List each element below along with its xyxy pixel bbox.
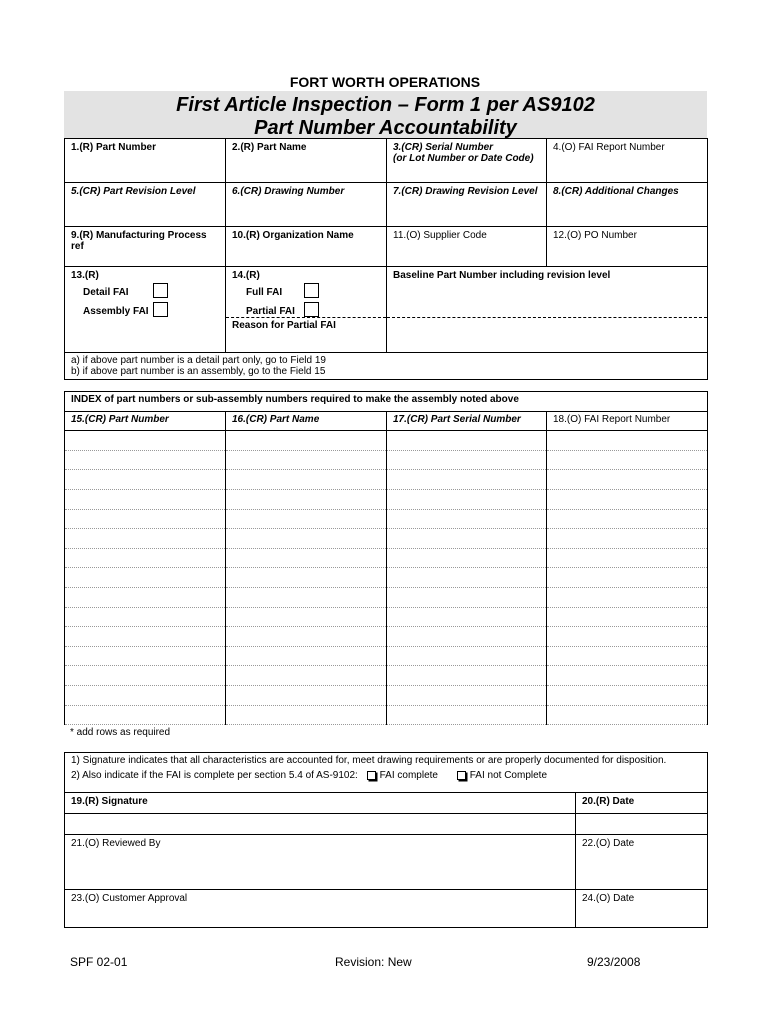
assembly-fai-label: Assembly FAI — [83, 306, 149, 317]
instructions: a) if above part number is a detail part only, go to Field 19 b) if above part number is an assembly, go to the Field 15 — [65, 353, 708, 380]
table-row — [65, 587, 708, 607]
fai-complete-label: FAI complete — [379, 770, 438, 781]
signature-field[interactable] — [65, 814, 576, 835]
table-row — [65, 529, 708, 549]
form-subtitle: Part Number Accountability — [254, 117, 517, 139]
table-row — [65, 568, 708, 588]
company-heading: FORT WORTH OPERATIONS — [289, 74, 481, 90]
detail-fai-checkbox[interactable] — [153, 283, 168, 298]
table-row — [65, 646, 708, 666]
table-row — [65, 470, 708, 490]
index-heading: INDEX of part numbers or sub-assembly numbers required to make the assembly noted above — [65, 392, 708, 412]
field-part-name[interactable]: 2.(R) Part Name — [226, 139, 387, 183]
partial-fai-reason-label[interactable]: Reason for Partial FAI — [232, 320, 336, 331]
part-info-table — [64, 138, 708, 380]
reviewed-date-field[interactable]: 22.(O) Date — [576, 835, 708, 890]
field-fai-type: 13.(R) Detail FAI Assembly FAI — [65, 267, 226, 353]
fai-complete-checkbox[interactable] — [367, 771, 376, 780]
signature-date-field[interactable] — [576, 814, 708, 835]
fai-not-complete-label: FAI not Complete — [469, 770, 548, 781]
table-row — [65, 431, 708, 451]
detail-fai-label: Detail FAI — [83, 287, 129, 298]
col-fai-report-number: 18.(O) FAI Report Number — [547, 411, 708, 431]
signature-table — [64, 752, 708, 928]
table-row — [65, 450, 708, 470]
table-row — [65, 489, 708, 509]
assembly-fai-checkbox[interactable] — [153, 302, 168, 317]
field-organization-name[interactable]: 10.(R) Organization Name — [226, 227, 387, 267]
reviewed-by-field[interactable]: 21.(O) Reviewed By — [65, 835, 576, 890]
field-fai-report-number[interactable]: 4.(O) FAI Report Number — [547, 139, 708, 183]
field-part-revision[interactable]: 5.(CR) Part Revision Level — [65, 183, 226, 227]
revision: Revision: New — [335, 955, 412, 969]
col-part-name: 16.(CR) Part Name — [226, 411, 387, 431]
field-part-number[interactable]: 1.(R) Part Number — [65, 139, 226, 183]
add-rows-note: * add rows as required — [70, 727, 171, 738]
field-manufacturing-process[interactable]: 9.(R) Manufacturing Process ref — [65, 227, 226, 267]
signature-statement: 1) Signature indicates that all characteristics are accounted for, meet drawing requirements or are properly documented for disposition. 2) Also indicate if the FAI is complete per section 5.4 of AS-9102: FAI complete FAI not Complete — [65, 753, 708, 793]
col-part-number: 15.(CR) Part Number — [65, 411, 226, 431]
partial-fai-checkbox[interactable] — [304, 302, 319, 317]
customer-approval-field[interactable]: 23.(O) Customer Approval — [65, 890, 576, 928]
col-serial-number: 17.(CR) Part Serial Number — [387, 411, 547, 431]
table-row — [65, 627, 708, 647]
field-supplier-code[interactable]: 11.(O) Supplier Code — [387, 227, 547, 267]
full-fai-checkbox[interactable] — [304, 283, 319, 298]
field-po-number[interactable]: 12.(O) PO Number — [547, 227, 708, 267]
table-row — [65, 666, 708, 686]
signature-date-label: 20.(R) Date — [576, 793, 708, 814]
partial-fai-label: Partial FAI — [246, 306, 295, 317]
form-title: First Article Inspection – Form 1 per AS9102 — [176, 94, 595, 116]
table-row — [65, 548, 708, 568]
fai-not-complete-checkbox[interactable] — [457, 771, 466, 780]
field-additional-changes[interactable]: 8.(CR) Additional Changes — [547, 183, 708, 227]
table-row — [65, 509, 708, 529]
field-serial-number[interactable]: 3.(CR) Serial Number (or Lot Number or Date Code) — [387, 139, 547, 183]
field-drawing-revision[interactable]: 7.(CR) Drawing Revision Level — [387, 183, 547, 227]
form-date: 9/23/2008 — [587, 955, 641, 969]
table-row — [65, 685, 708, 705]
full-fai-label: Full FAI — [246, 287, 283, 298]
field-fai-scope: 14.(R) Full FAI Partial FAI Reason for Partial FAI — [226, 267, 387, 353]
field-drawing-number[interactable]: 6.(CR) Drawing Number — [226, 183, 387, 227]
table-row — [65, 607, 708, 627]
field-baseline-part-number[interactable]: Baseline Part Number including revision level — [387, 267, 708, 353]
customer-approval-date-field[interactable]: 24.(O) Date — [576, 890, 708, 928]
index-table — [64, 391, 708, 725]
form-title-block — [64, 91, 707, 138]
form-id: SPF 02-01 — [70, 955, 128, 969]
signature-label: 19.(R) Signature — [65, 793, 576, 814]
table-row — [65, 705, 708, 725]
